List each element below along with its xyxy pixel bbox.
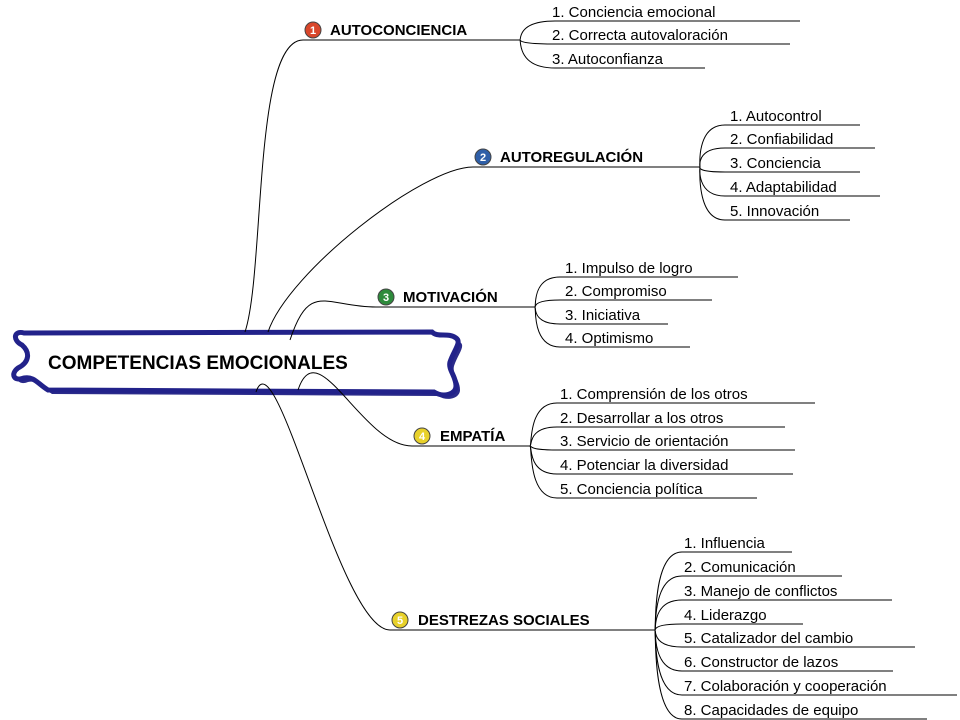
list-item: 4. Optimismo xyxy=(565,330,654,347)
list-item: 3. Autoconfianza xyxy=(552,51,663,68)
branch-title: MOTIVACIÓN xyxy=(403,289,498,306)
item-connector xyxy=(530,446,557,498)
item-connector xyxy=(700,148,725,167)
branch-connector xyxy=(245,40,303,332)
list-item: 3. Manejo de conflictos xyxy=(684,583,838,600)
item-connector xyxy=(535,307,560,324)
list-item: 2. Correcta autovaloración xyxy=(552,27,728,44)
branch-connector xyxy=(256,384,390,630)
item-connector xyxy=(655,600,682,630)
list-item: 2. Desarrollar a los otros xyxy=(560,410,724,427)
item-connector xyxy=(655,552,682,630)
number-badge-icon xyxy=(378,289,394,305)
badge-number: 1 xyxy=(309,25,317,37)
item-connector xyxy=(655,630,682,647)
item-connector xyxy=(520,21,555,40)
branch-title: AUTOCONCIENCIA xyxy=(330,22,468,39)
list-item: 3. Iniciativa xyxy=(565,307,641,324)
list-item: 1. Influencia xyxy=(684,535,765,552)
number-badge-icon xyxy=(414,428,430,444)
list-item: 2. Comunicación xyxy=(684,559,796,576)
list-item: 1. Conciencia emocional xyxy=(552,4,716,21)
list-item: 5. Innovación xyxy=(730,203,820,220)
list-item: 7. Colaboración y cooperación xyxy=(684,678,887,695)
list-item: 2. Confiabilidad xyxy=(730,131,834,148)
item-connector xyxy=(530,446,557,450)
item-connector xyxy=(535,307,560,347)
item-connector xyxy=(700,125,725,167)
badge-number: 5 xyxy=(396,615,404,627)
item-connector xyxy=(535,300,560,307)
item-connector xyxy=(655,630,682,671)
list-item: 4. Adaptabilidad xyxy=(730,179,837,196)
list-item: 2. Compromiso xyxy=(565,283,667,300)
list-item: 5. Catalizador del cambio xyxy=(684,630,854,647)
branch-title: AUTOREGULACIÓN xyxy=(500,149,644,166)
list-item: 8. Capacidades de equipo xyxy=(684,702,859,719)
list-item: 4. Potenciar la diversidad xyxy=(560,457,729,474)
branch-1 xyxy=(245,4,800,332)
badge-number: 4 xyxy=(418,431,426,443)
number-badge-icon xyxy=(305,22,321,38)
central-title: COMPETENCIAS EMOCIONALES xyxy=(48,353,348,374)
item-connector xyxy=(530,403,557,446)
item-connector xyxy=(530,427,557,446)
branch-title: EMPATÍA xyxy=(440,428,506,445)
list-item: 3. Conciencia xyxy=(730,155,821,172)
list-item: 1. Impulso de logro xyxy=(565,260,693,277)
item-connector xyxy=(655,624,682,630)
branch-title: DESTREZAS SOCIALES xyxy=(418,612,590,629)
central-node xyxy=(14,332,462,399)
list-item: 1. Comprensión de los otros xyxy=(560,386,748,403)
list-item: 1. Autocontrol xyxy=(730,108,822,125)
item-connector xyxy=(655,630,682,719)
list-item: 4. Liderazgo xyxy=(684,607,767,624)
item-connector xyxy=(700,167,725,172)
badge-number: 3 xyxy=(382,292,390,304)
list-item: 6. Constructor de lazos xyxy=(684,654,839,671)
badge-number: 2 xyxy=(479,152,487,164)
list-item: 5. Conciencia política xyxy=(560,481,703,498)
item-connector xyxy=(520,40,555,44)
list-item: 3. Servicio de orientación xyxy=(560,433,729,450)
number-badge-icon xyxy=(392,612,408,628)
number-badge-icon xyxy=(475,149,491,165)
